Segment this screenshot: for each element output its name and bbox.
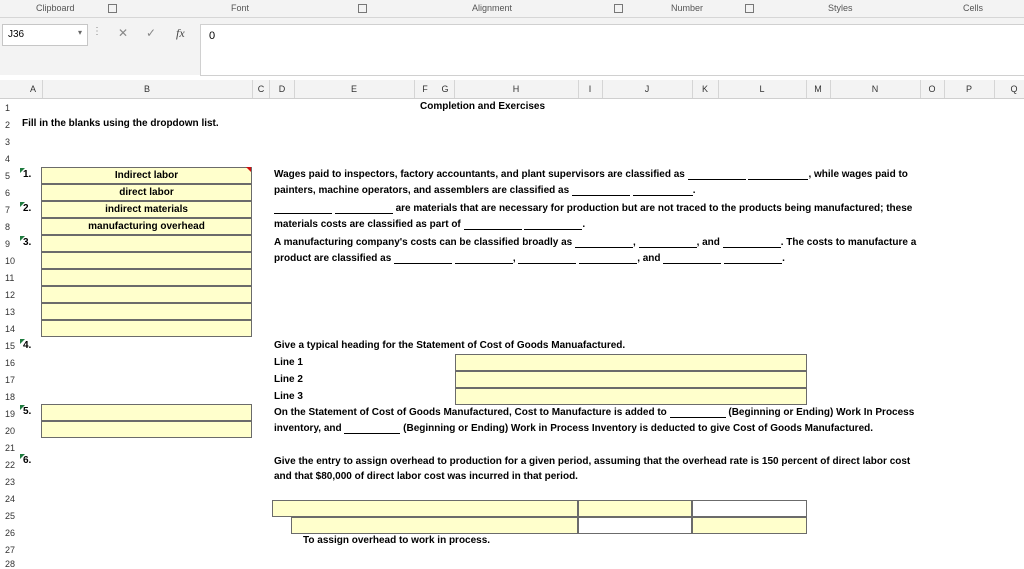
question-2-line-1 (274, 203, 912, 214)
column-divider (920, 80, 921, 98)
row-header[interactable]: 11 (5, 273, 15, 283)
column-header-d[interactable]: D (278, 84, 286, 94)
blank-dropdown[interactable] (575, 238, 633, 248)
blank-dropdown[interactable] (344, 424, 400, 434)
question-6-line-1: Give the entry to assign overhead to production for a given period, assuming that the overhead rate is 150 percent of direct labor cost (274, 456, 911, 467)
insert-function-icon[interactable]: fx (176, 26, 185, 40)
ribbon-group-number: Number (671, 3, 704, 13)
clipboard-launcher-icon[interactable] (108, 4, 117, 13)
column-divider (718, 80, 719, 98)
row-header[interactable]: 8 (5, 222, 11, 232)
row-header[interactable]: 28 (5, 559, 16, 569)
question-5-line-2 (274, 423, 873, 434)
blank-dropdown[interactable] (579, 254, 637, 264)
question-text: , while wages paid to (808, 169, 908, 180)
blank-dropdown[interactable] (639, 238, 697, 248)
journal-debit-amount[interactable] (578, 500, 692, 517)
name-box[interactable] (2, 24, 88, 46)
question-1-line-1 (274, 169, 908, 180)
question-text: inventory, and (274, 423, 342, 434)
alignment-launcher-icon[interactable] (614, 4, 623, 13)
list-item-text: indirect materials (105, 204, 188, 215)
blank-dropdown[interactable] (274, 204, 332, 214)
ribbon-group-clipboard: Clipboard (36, 3, 75, 13)
row-header[interactable]: 3 (5, 137, 11, 147)
blank-dropdown[interactable] (572, 186, 630, 196)
blank-dropdown[interactable] (688, 170, 746, 180)
ribbon-group-font: Font (231, 3, 250, 13)
column-header-i[interactable]: I (588, 84, 592, 94)
question-number: 5. (23, 406, 32, 417)
question-number: 1. (23, 169, 32, 180)
question-number: 4. (23, 340, 32, 351)
enter-icon[interactable]: ✓ (146, 26, 157, 40)
heading-input-line-3[interactable] (455, 388, 807, 405)
ribbon-group-styles: Styles (828, 3, 853, 13)
list-item[interactable] (41, 218, 252, 235)
column-divider (294, 80, 295, 98)
list-item-empty[interactable] (41, 286, 252, 303)
blank-dropdown[interactable] (670, 408, 726, 418)
question-text: . The costs to manufacture a (780, 237, 917, 248)
heading-input-line-2[interactable] (455, 371, 807, 388)
row-header[interactable]: 25 (5, 511, 16, 521)
column-header-o[interactable]: O (928, 84, 936, 94)
comment-indicator-icon (20, 236, 25, 241)
comment-indicator-icon (20, 168, 25, 173)
heading-line-label: Line 1 (274, 357, 303, 368)
chevron-down-icon[interactable]: ▾ (77, 28, 82, 37)
heading-line-label: Line 2 (274, 374, 303, 385)
list-item-text: direct labor (119, 187, 174, 198)
row-header[interactable]: 24 (5, 494, 16, 504)
blank-dropdown[interactable] (748, 170, 808, 180)
ribbon-group-alignment: Alignment (472, 3, 513, 13)
blank-dropdown[interactable] (724, 254, 782, 264)
more-options-icon: ⋮ (92, 26, 102, 37)
list-item[interactable] (41, 184, 252, 201)
instruction-text: Fill in the blanks using the dropdown list. (22, 118, 219, 129)
question-text: A manufacturing company's costs can be classified broadly as (274, 237, 573, 248)
blank-dropdown[interactable] (394, 254, 452, 264)
column-header-e[interactable]: E (350, 84, 357, 94)
row-header[interactable]: 27 (5, 545, 16, 555)
list-item-text: manufacturing overhead (88, 221, 205, 232)
question-text: On the Statement of Cost of Goods Manufactured, Cost to Manufacture is added to (274, 407, 667, 418)
column-header-b[interactable]: B (143, 84, 150, 94)
row-header[interactable]: 26 (5, 528, 16, 538)
blank-dropdown[interactable] (524, 220, 582, 230)
blank-dropdown[interactable] (464, 220, 522, 230)
cancel-icon[interactable]: ✕ (118, 26, 129, 40)
column-divider (692, 80, 693, 98)
question-text: and (642, 253, 661, 264)
row-header[interactable]: 21 (5, 443, 16, 453)
note-indicator-icon (246, 167, 251, 172)
blank-dropdown[interactable] (518, 254, 576, 264)
column-divider (994, 80, 995, 98)
column-divider (454, 80, 455, 98)
column-header-m[interactable]: M (814, 84, 822, 94)
column-divider (830, 80, 831, 98)
row-header[interactable]: 19 (5, 409, 16, 419)
column-header-n[interactable]: N (871, 84, 879, 94)
ribbon-group-cells: Cells (963, 3, 984, 13)
list-item-text: Indirect labor (114, 170, 179, 181)
question-text: (Beginning or Ending) Work in Process Inventory is deducted to give Cost of Goods Manufactured. (403, 423, 874, 434)
question-text: product are classified as (274, 253, 392, 264)
question-5-line-1 (274, 407, 914, 418)
question-text: Wages paid to inspectors, factory accountants, and plant supervisors are classified as (274, 169, 685, 180)
row-header[interactable]: 13 (5, 307, 16, 317)
sheet-title: Completion and Exercises (420, 101, 546, 112)
journal-debit-amount-empty[interactable] (578, 517, 692, 534)
name-box-value: J36 (8, 29, 25, 40)
row-header[interactable]: 6 (5, 188, 11, 198)
answer-cell[interactable] (41, 421, 252, 438)
question-4-text: Give a typical heading for the Statement of Cost of Goods Manuafactured. (274, 340, 626, 351)
row-header[interactable]: 5 (5, 171, 11, 181)
list-item-empty[interactable] (41, 320, 252, 337)
blank-dropdown[interactable] (335, 204, 393, 214)
column-header-p[interactable]: P (965, 84, 972, 94)
column-header-c[interactable]: C (257, 84, 265, 94)
column-divider (602, 80, 603, 98)
row-header[interactable]: 18 (5, 392, 16, 402)
question-3-line-2: product are classified as , , and . (274, 253, 785, 264)
row-header[interactable]: 16 (5, 358, 16, 368)
journal-account-credit[interactable] (291, 517, 578, 534)
column-divider (806, 80, 807, 98)
row-header[interactable]: 2 (5, 120, 11, 130)
heading-input-line-1[interactable] (455, 354, 807, 371)
column-header-f[interactable]: F (422, 84, 428, 94)
column-divider (42, 80, 43, 98)
blank-dropdown[interactable] (455, 254, 513, 264)
row-header[interactable]: 4 (5, 154, 11, 164)
journal-credit-amount[interactable] (692, 517, 807, 534)
number-launcher-icon[interactable] (745, 4, 754, 13)
question-number: 3. (23, 237, 32, 248)
list-item[interactable] (41, 201, 252, 218)
column-header-a[interactable]: A (29, 84, 36, 94)
blank-dropdown[interactable] (663, 254, 721, 264)
blank-dropdown[interactable] (723, 238, 781, 248)
row-header[interactable]: 10 (5, 256, 16, 266)
comment-indicator-icon (20, 339, 25, 344)
column-header-q[interactable]: Q (1010, 84, 1018, 94)
heading-line-label: Line 3 (274, 391, 303, 402)
column-divider (414, 80, 415, 98)
journal-credit-amount-empty[interactable] (692, 500, 807, 517)
comment-indicator-icon (20, 202, 25, 207)
select-all-corner[interactable] (0, 80, 20, 98)
row-header[interactable]: 9 (5, 239, 11, 249)
column-divider (578, 80, 579, 98)
row-header[interactable]: 22 (5, 460, 16, 470)
question-text: are materials that are necessary for production but are not traced to the products being manufactured; these (395, 203, 913, 214)
row-header[interactable]: 7 (5, 205, 11, 215)
list-item-empty[interactable] (41, 235, 252, 252)
column-header-j[interactable]: J (644, 84, 650, 94)
formula-input[interactable] (200, 24, 1024, 76)
column-header-h[interactable]: H (512, 84, 520, 94)
question-text: painters, machine operators, and assemblers are classified as (274, 185, 570, 196)
font-launcher-icon[interactable] (358, 4, 367, 13)
formula-value: 0 (209, 30, 216, 42)
list-item-empty[interactable] (41, 252, 252, 269)
answer-cell[interactable] (41, 404, 252, 421)
question-1-line-2: painters, machine operators, and assemblers are classified as . (274, 185, 696, 196)
row-header[interactable]: 23 (5, 477, 16, 487)
row-header[interactable]: 15 (5, 341, 16, 351)
comment-indicator-icon (20, 405, 25, 410)
question-text: (Beginning or Ending) Work In Process (728, 407, 915, 418)
list-item-empty[interactable] (41, 269, 252, 286)
question-2-line-2: materials costs are classified as part of . (274, 219, 586, 230)
row-header[interactable]: 12 (5, 290, 16, 300)
list-item-empty[interactable] (41, 303, 252, 320)
question-3-line-1: A manufacturing company's costs can be classified broadly as , , and . The costs to manufacture a (274, 237, 917, 248)
column-header-k[interactable]: K (701, 84, 708, 94)
question-text: and (702, 237, 720, 248)
journal-account-debit[interactable] (272, 500, 578, 517)
column-header-g[interactable]: G (441, 84, 449, 94)
journal-memo: To assign overhead to work in process. (303, 535, 491, 546)
column-divider (944, 80, 945, 98)
row-header[interactable]: 14 (5, 324, 16, 334)
column-divider (252, 80, 253, 98)
question-number: 6. (23, 455, 32, 466)
column-header-l[interactable]: L (759, 84, 765, 94)
column-divider (269, 80, 270, 98)
blank-dropdown[interactable] (633, 186, 693, 196)
list-item[interactable] (41, 167, 252, 184)
question-text: materials costs are classified as part of (274, 219, 461, 230)
row-header[interactable]: 1 (5, 103, 11, 113)
question-number: 2. (23, 203, 32, 214)
comment-indicator-icon (20, 454, 25, 459)
question-6-line-2: and that $80,000 of direct labor cost was incurred in that period. (274, 471, 578, 482)
row-header[interactable]: 20 (5, 426, 16, 436)
row-header[interactable]: 17 (5, 375, 16, 385)
